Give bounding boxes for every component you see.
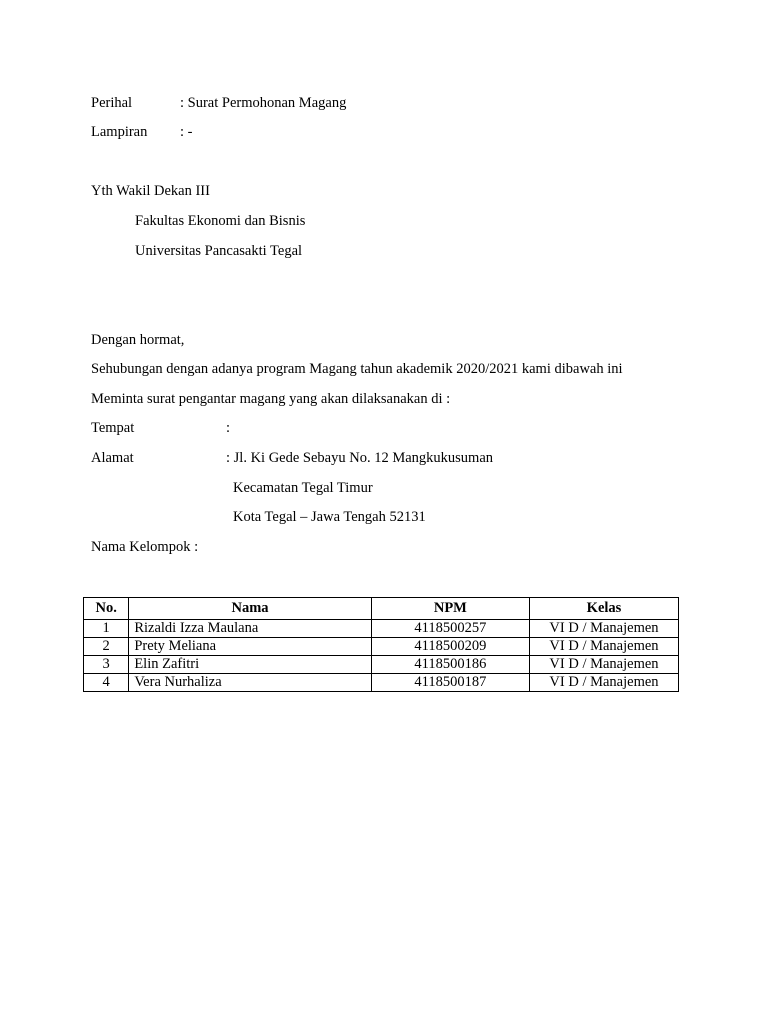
perihal-value: : Surat Permohonan Magang bbox=[180, 95, 347, 111]
cell-npm: 4118500186 bbox=[371, 656, 529, 674]
tempat-value: : bbox=[226, 420, 231, 436]
perihal-label: Perihal bbox=[91, 95, 133, 111]
lampiran-label: Lampiran bbox=[91, 124, 148, 140]
cell-nama: Rizaldi Izza Maulana bbox=[129, 620, 371, 638]
recipient-faculty: Fakultas Ekonomi dan Bisnis bbox=[135, 213, 306, 229]
body-paragraph-1: Sehubungan dengan adanya program Magang tahun akademik 2020/2021 kami dibawah ini bbox=[91, 361, 623, 377]
cell-no: 2 bbox=[84, 638, 129, 656]
cell-npm: 4118500257 bbox=[371, 620, 529, 638]
cell-kelas: VI D / Manajemen bbox=[529, 620, 678, 638]
alamat-line-2: Kecamatan Tegal Timur bbox=[233, 480, 373, 496]
recipient-title: Yth Wakil Dekan III bbox=[91, 183, 210, 199]
recipient-university: Universitas Pancasakti Tegal bbox=[135, 243, 303, 259]
table-header-row bbox=[84, 598, 679, 620]
cell-kelas: VI D / Manajemen bbox=[529, 656, 678, 674]
table-row bbox=[84, 656, 679, 674]
cell-npm: 4118500187 bbox=[371, 674, 529, 692]
alamat-label: Alamat bbox=[91, 450, 134, 466]
cell-nama: Vera Nurhaliza bbox=[129, 674, 371, 692]
lampiran-value: : - bbox=[180, 124, 193, 140]
table-row bbox=[84, 620, 679, 638]
cell-no: 1 bbox=[84, 620, 129, 638]
cell-nama: Elin Zafitri bbox=[129, 656, 371, 674]
cell-no: 4 bbox=[84, 674, 129, 692]
alamat-line-3: Kota Tegal – Jawa Tengah 52131 bbox=[233, 509, 426, 525]
header-npm: NPM bbox=[371, 598, 529, 620]
cell-npm: 4118500209 bbox=[371, 638, 529, 656]
cell-no: 3 bbox=[84, 656, 129, 674]
header-nama: Nama bbox=[129, 598, 371, 620]
members-table bbox=[83, 597, 679, 692]
body-paragraph-2: Meminta surat pengantar magang yang akan dilaksanakan di : bbox=[91, 391, 451, 407]
table-row bbox=[84, 638, 679, 656]
header-no: No. bbox=[84, 598, 129, 620]
cell-nama: Prety Meliana bbox=[129, 638, 371, 656]
table-row bbox=[84, 674, 679, 692]
alamat-line-1: : Jl. Ki Gede Sebayu No. 12 Mangkukusuman bbox=[226, 450, 494, 466]
kelompok-label: Nama Kelompok : bbox=[91, 539, 199, 555]
greeting: Dengan hormat, bbox=[91, 332, 185, 348]
header-kelas: Kelas bbox=[529, 598, 678, 620]
tempat-label: Tempat bbox=[91, 420, 135, 436]
cell-kelas: VI D / Manajemen bbox=[529, 638, 678, 656]
cell-kelas: VI D / Manajemen bbox=[529, 674, 678, 692]
